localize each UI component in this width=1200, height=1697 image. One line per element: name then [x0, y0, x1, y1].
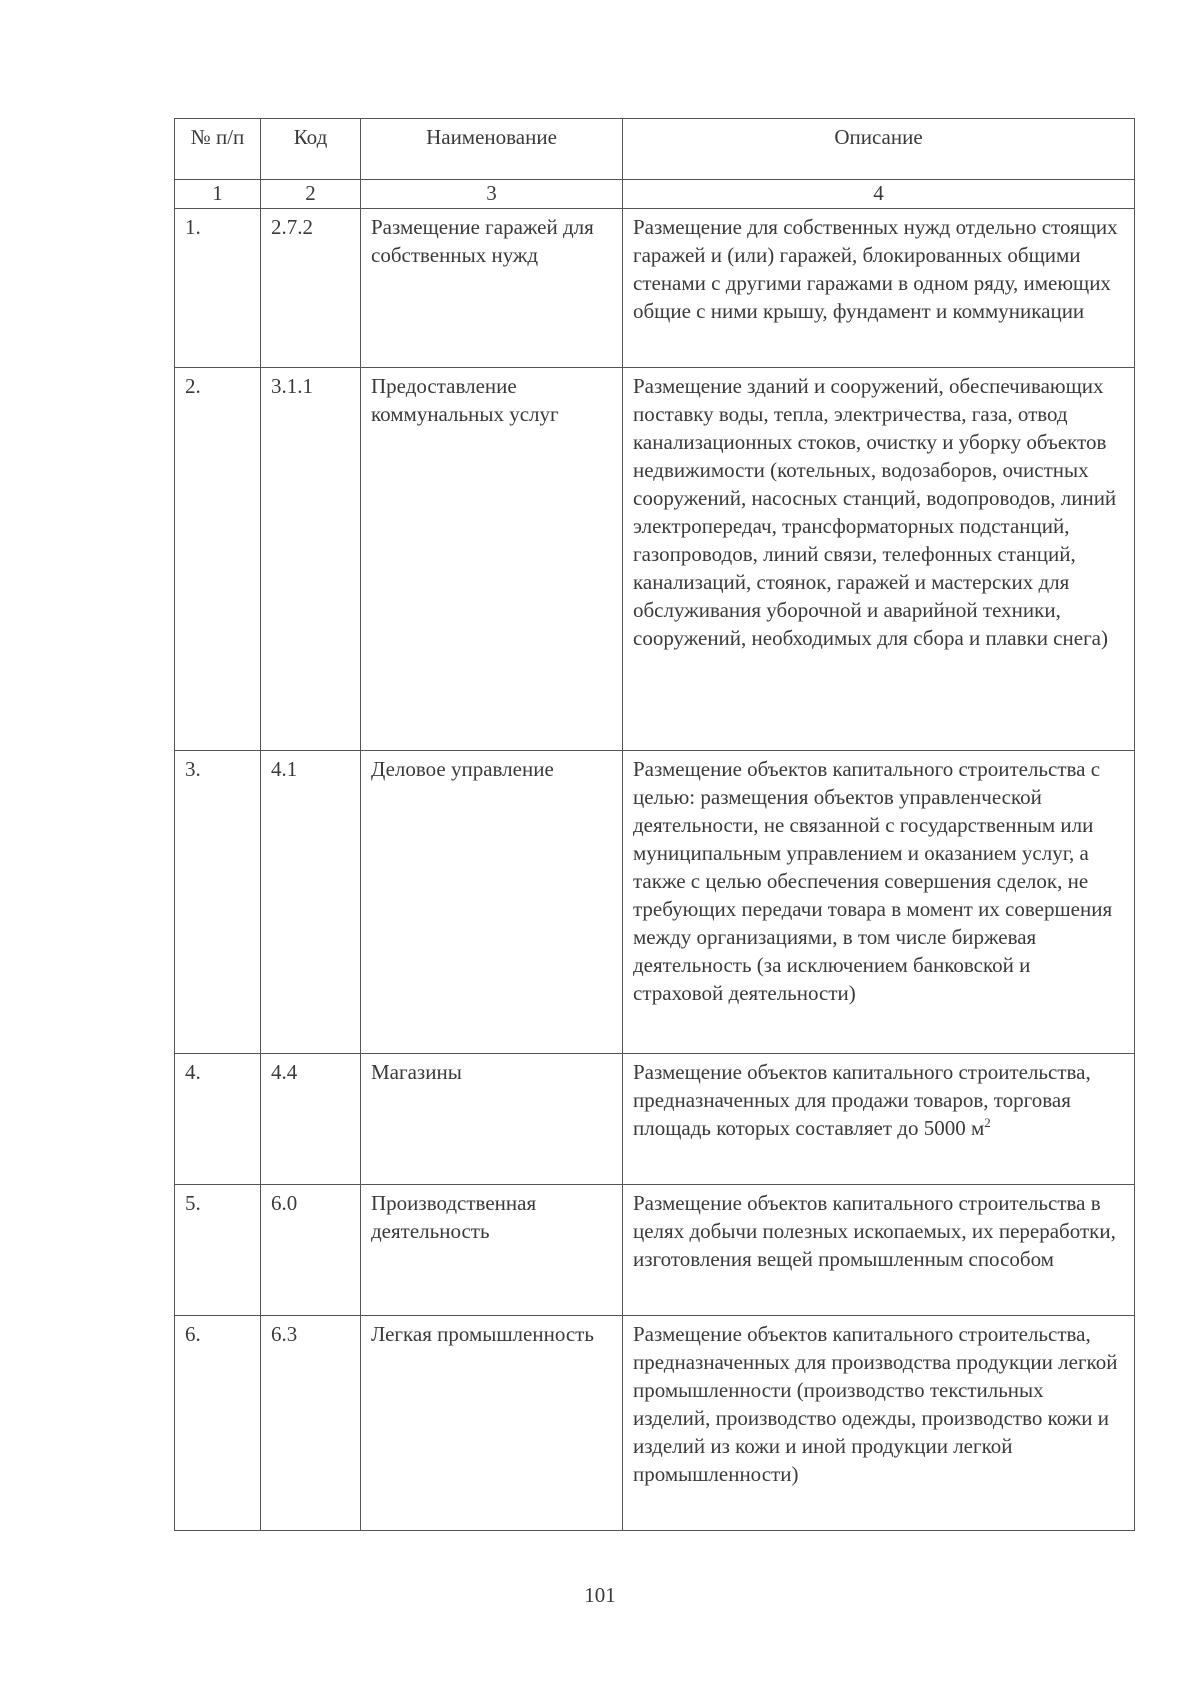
table-row: [175, 1185, 1135, 1316]
row-code: 2.7.2: [261, 209, 361, 368]
row-name: Размещение гаражей для собственных нужд: [361, 209, 623, 368]
column-index-row: [175, 180, 1135, 209]
table-row: [175, 209, 1135, 368]
page-number: 101: [584, 1583, 616, 1607]
row-code: 4.1: [261, 751, 361, 1054]
column-index-cell: 1: [175, 180, 261, 209]
land-use-table: [174, 118, 1135, 1531]
row-description: Размещение объектов капитального строительства с целью: размещения объектов управленческой деятельности, не связанной с государственным или муниципальным управлением и оказанием услуг, а также с целью обеспечения совершения сделок, не требующих передачи товара в момент их совершения между организациями, в том числе биржевая деятельность (за исключением банковской и страховой деятельности): [623, 751, 1135, 1054]
table-row: [175, 368, 1135, 751]
row-num: 1.: [175, 209, 261, 368]
row-code: 3.1.1: [261, 368, 361, 751]
table-row: [175, 1054, 1135, 1185]
row-num: 2.: [175, 368, 261, 751]
row-num: 6.: [175, 1316, 261, 1531]
row-description-text: Размещение объектов капитального строительства, предназначенных для продажи товаров, торговая площадь которых составляет до 5000 м: [633, 1060, 1091, 1140]
header-code: Код: [261, 119, 361, 180]
row-num: 4.: [175, 1054, 261, 1185]
column-index-cell: 3: [361, 180, 623, 209]
row-code: 4.4: [261, 1054, 361, 1185]
area-unit-superscript: 2: [984, 1115, 991, 1130]
row-name: Магазины: [361, 1054, 623, 1185]
row-code: 6.0: [261, 1185, 361, 1316]
header-description: Описание: [623, 119, 1135, 180]
row-description: Размещение для собственных нужд отдельно стоящих гаражей и (или) гаражей, блокированных общими стенами с другими гаражами в одном ряду, имеющих общие с ними крышу, фундамент и коммуникации: [623, 209, 1135, 368]
header-num: № п/п: [175, 119, 261, 180]
table-header-row: [175, 119, 1135, 180]
column-index-cell: 4: [623, 180, 1135, 209]
table-row: [175, 1316, 1135, 1531]
row-description: Размещение объектов капитального строительства, предназначенных для производства продукции легкой промышленности (производство текстильных изделий, производство одежды, производство кожи и изделий из кожи и иной продукции легкой промышленности): [623, 1316, 1135, 1531]
header-name: Наименование: [361, 119, 623, 180]
row-name: Легкая промышленность: [361, 1316, 623, 1531]
row-name: Предоставление коммунальных услуг: [361, 368, 623, 751]
row-description: Размещение зданий и сооружений, обеспечивающих поставку воды, тепла, электричества, газа, отвод канализационных стоков, очистку и уборку объектов недвижимости (котельных, водозаборов, очистных сооружений, насосных станций, водопроводов, линий электропередач, трансформаторных подстанций, газопроводов, линий связи, телефонных станций, канализаций, стоянок, гаражей и мастерских для обслуживания уборочной и аварийной техники, сооружений, необходимых для сбора и плавки снега): [623, 368, 1135, 751]
column-index-cell: 2: [261, 180, 361, 209]
row-num: 5.: [175, 1185, 261, 1316]
table-row: [175, 751, 1135, 1054]
row-description: [623, 1054, 1135, 1185]
row-name: Производственная деятельность: [361, 1185, 623, 1316]
row-description: Размещение объектов капитального строительства в целях добычи полезных ископаемых, их переработки, изготовления вещей промышленным способом: [623, 1185, 1135, 1316]
row-num: 3.: [175, 751, 261, 1054]
row-name: Деловое управление: [361, 751, 623, 1054]
row-code: 6.3: [261, 1316, 361, 1531]
